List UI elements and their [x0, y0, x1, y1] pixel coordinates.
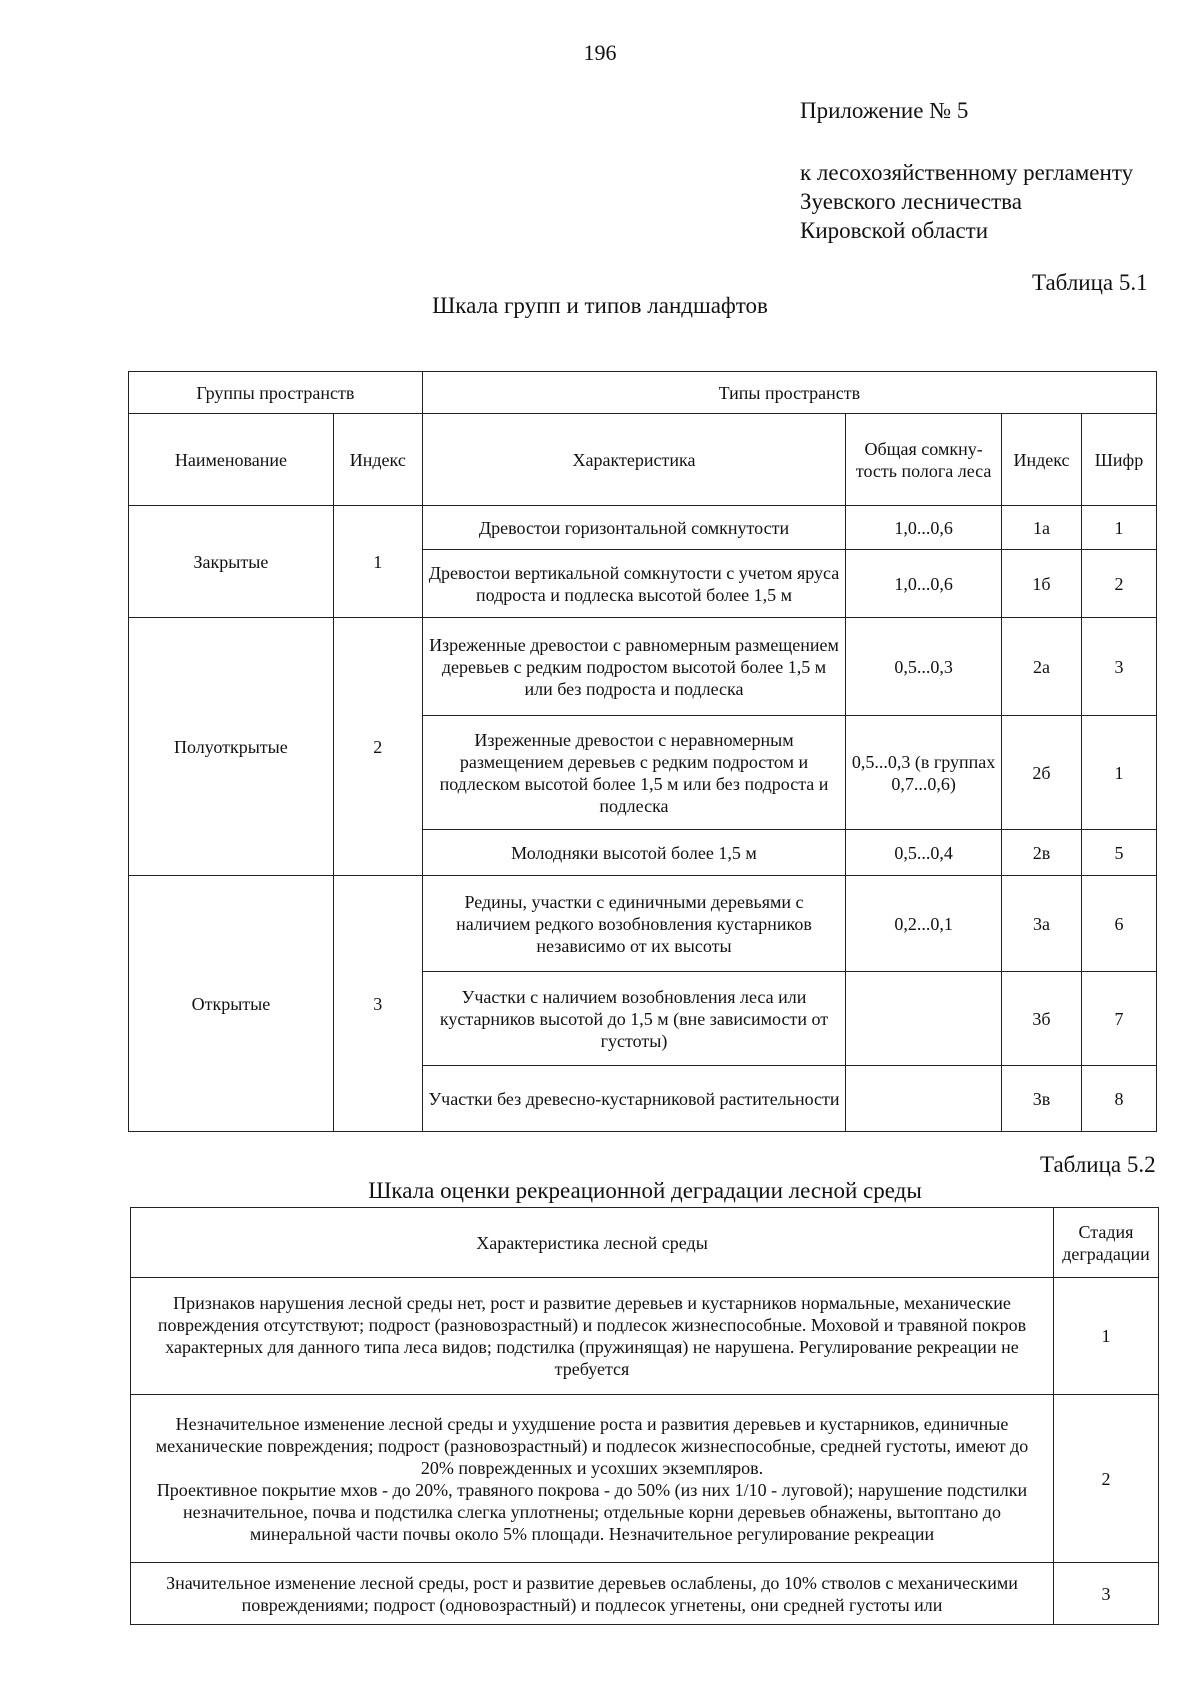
type-index: 1б — [1002, 550, 1082, 618]
type-characteristic: Изреженные древостои с равномерным размещением деревьев с редким подростом высотой более 1,5 м или без подроста и подлеска — [422, 618, 845, 716]
col-index-header: Индекс — [333, 414, 422, 506]
appendix-line: Кировской области — [800, 218, 989, 243]
type-code: 1 — [1082, 506, 1157, 550]
type-code: 3 — [1082, 618, 1157, 716]
table-5-1-title: Шкала групп и типов ландшафтов — [432, 293, 768, 318]
type-index: 2б — [1002, 716, 1082, 830]
table-5-1-label: Таблица 5.1 — [1032, 270, 1148, 295]
table-row — [129, 618, 1157, 716]
table-row — [129, 506, 1157, 550]
environment-description: Значительное изменение лесной среды, рост и развитие деревьев ослаблены, до 10% стволов с механическими повреждениями; подрост (одновозрастный) и подлесок угнетены, они средней густоты или — [131, 1563, 1054, 1625]
type-index: 3б — [1002, 972, 1082, 1066]
type-code: 2 — [1082, 550, 1157, 618]
table-5-2-label: Таблица 5.2 — [1040, 1152, 1156, 1177]
degradation-stage: 2 — [1054, 1395, 1159, 1563]
table-row — [131, 1395, 1159, 1563]
type-index: 2в — [1002, 830, 1082, 876]
appendix-line: Зуевского лесничества — [800, 189, 1022, 214]
type-density — [846, 972, 1002, 1066]
type-header: Типы пространств — [422, 372, 1156, 414]
type-characteristic: Участки с наличием возобновления леса или кустарников высотой до 1,5 м (вне зависимости от густоты) — [422, 972, 845, 1066]
type-code: 6 — [1082, 876, 1157, 972]
degradation-scale-table — [130, 1207, 1159, 1625]
type-code: 8 — [1082, 1066, 1157, 1132]
group-index: 2 — [333, 618, 422, 876]
type-code: 7 — [1082, 972, 1157, 1066]
group-name: Закрытые — [129, 506, 334, 618]
table-row — [129, 876, 1157, 972]
type-characteristic: Участки без древесно-кустарниковой растительности — [422, 1066, 845, 1132]
col-characteristic-header: Характеристика лесной среды — [131, 1208, 1054, 1278]
type-density: 0,5...0,3 (в группах 0,7...0,6) — [846, 716, 1002, 830]
type-characteristic: Древостои горизонтальной сомкнутости — [422, 506, 845, 550]
type-index: 2а — [1002, 618, 1082, 716]
type-index: 3в — [1002, 1066, 1082, 1132]
type-index: 1а — [1002, 506, 1082, 550]
type-density: 0,5...0,3 — [846, 618, 1002, 716]
appendix-line: к лесохозяйственному регламенту — [800, 160, 1134, 185]
type-code: 1 — [1082, 716, 1157, 830]
group-name: Полуоткрытые — [129, 618, 334, 876]
appendix-subtitle — [800, 158, 1180, 245]
group-header: Группы пространств — [129, 372, 423, 414]
type-density: 0,2...0,1 — [846, 876, 1002, 972]
type-characteristic: Редины, участки с единичными деревьями с наличием редкого возобновления кустарников независимо от их высоты — [422, 876, 845, 972]
col-code-header: Шифр — [1082, 414, 1157, 506]
description-paragraph: Проективное покрытие мхов - до 20%, травяного покрова - до 50% (из них 1/10 - луговой); нарушение подстилки незначительное, почва и подстилка слегка уплотнены; отдельные корни деревьев обнажены, вытоптано до минеральной части почвы около 5% площади. Незначительное регулирование рекреации — [156, 1479, 1028, 1544]
environment-description — [131, 1395, 1054, 1563]
environment-description: Признаков нарушения лесной среды нет, рост и развитие деревьев и кустарников нормальные, механические повреждения отсутствуют; подрост (разновозрастный) и подлесок жизнеспособные. Моховой и травяной покров характерных для данного типа леса видов; подстилка (пружинящая) не нарушена. Регулирование рекреации не требуется — [131, 1278, 1054, 1395]
page-number: 196 — [583, 40, 617, 65]
table-row — [131, 1278, 1159, 1395]
type-characteristic: Древостои вертикальной сомкнутости с учетом яруса подроста и подлеска высотой более 1,5 м — [422, 550, 845, 618]
type-density: 0,5...0,4 — [846, 830, 1002, 876]
col-char-header: Характеристика — [422, 414, 845, 506]
landscape-scale-table — [128, 371, 1157, 1132]
col-type-index-header: Индекс — [1002, 414, 1082, 506]
type-density — [846, 1066, 1002, 1132]
type-density: 1,0...0,6 — [846, 506, 1002, 550]
table-row — [131, 1563, 1159, 1625]
col-name-header: Наименование — [129, 414, 334, 506]
appendix-title: Приложение № 5 — [800, 98, 969, 123]
col-stage-header: Стадия деградации — [1054, 1208, 1159, 1278]
type-characteristic: Изреженные древостои с неравномерным размещением деревьев с редким подростом и подлеском высотой более 1,5 м или без подроста и подлеска — [422, 716, 845, 830]
type-density: 1,0...0,6 — [846, 550, 1002, 618]
type-characteristic: Молодняки высотой более 1,5 м — [422, 830, 845, 876]
degradation-stage: 3 — [1054, 1563, 1159, 1625]
group-index: 3 — [333, 876, 422, 1132]
col-density-header: Общая сомкну-тость полога леса — [846, 414, 1002, 506]
description-paragraph: Незначительное изменение лесной среды и ухудшение роста и развития деревьев и кустарников, единичные механические повреждения; подрост (разновозрастный) и подлесок жизнеспособные, средней густоты, имеют до 20% поврежденных и усохших экземпляров. — [155, 1413, 1029, 1478]
table-5-2-title: Шкала оценки рекреационной деградации лесной среды — [368, 1178, 922, 1203]
degradation-stage: 1 — [1054, 1278, 1159, 1395]
type-code: 5 — [1082, 830, 1157, 876]
group-name: Открытые — [129, 876, 334, 1132]
type-index: 3а — [1002, 876, 1082, 972]
group-index: 1 — [333, 506, 422, 618]
